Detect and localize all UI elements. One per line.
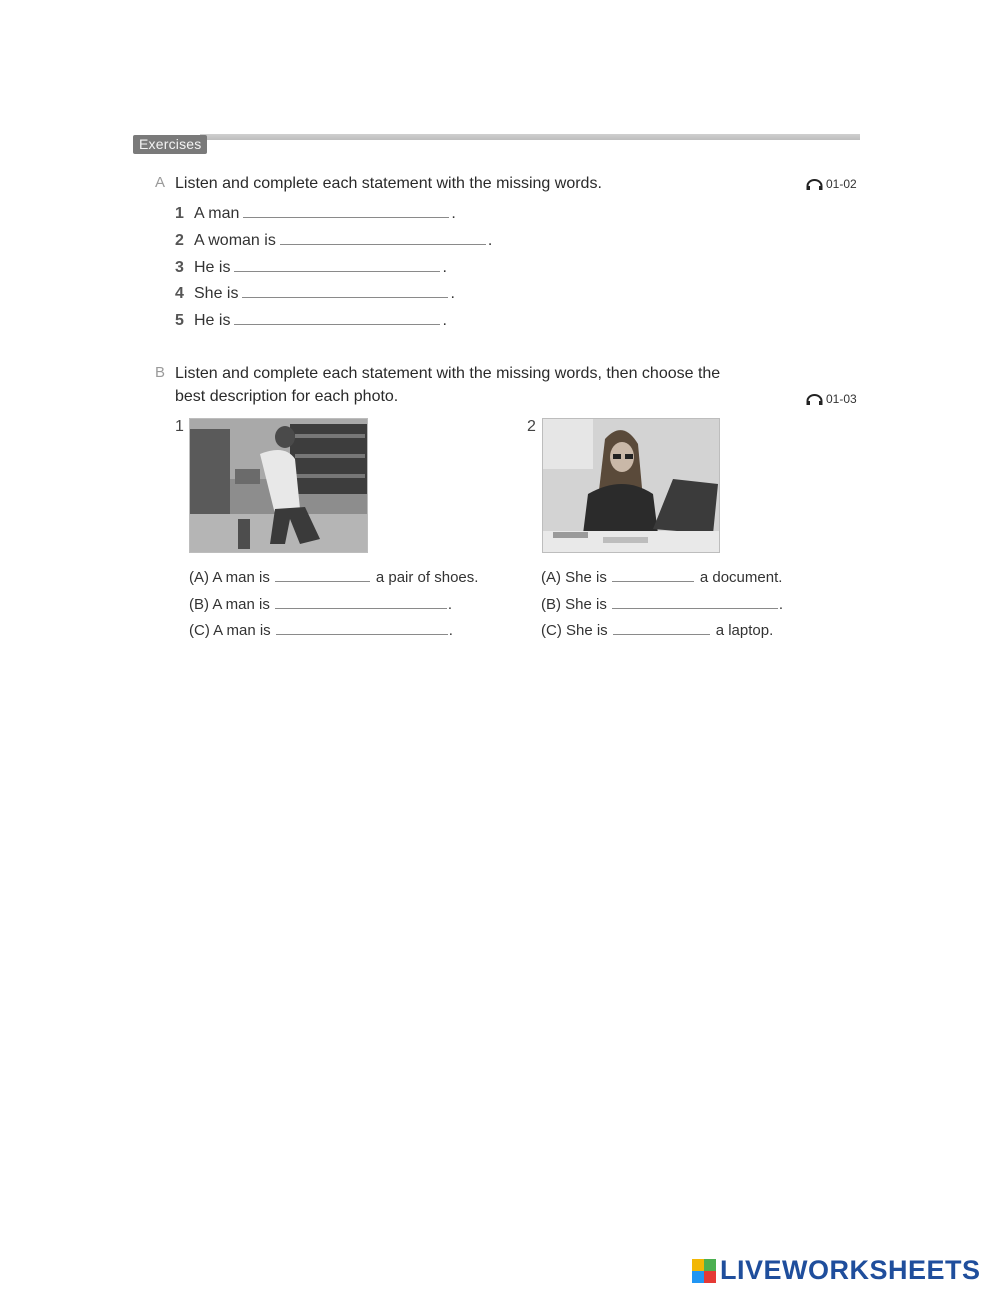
section-a-instruction: Listen and complete each statement with the missing words.	[175, 175, 602, 192]
list-item	[175, 257, 447, 277]
answer-blank[interactable]	[276, 620, 448, 635]
option-after: a laptop.	[715, 622, 774, 639]
liveworksheets-logo	[692, 1255, 981, 1286]
option-after: .	[448, 622, 453, 639]
list-item	[175, 310, 447, 330]
answer-blank[interactable]	[612, 567, 694, 582]
header-rule	[200, 134, 860, 140]
item-end: .	[451, 205, 456, 222]
option-label: (B) A man is	[189, 596, 270, 613]
section-a-letter: A	[155, 174, 166, 191]
option-after: .	[447, 596, 453, 613]
answer-blank[interactable]	[612, 594, 778, 609]
item-text: She is	[194, 285, 239, 302]
answer-blank[interactable]	[243, 203, 449, 218]
item-number: 5	[175, 312, 184, 329]
item-end: .	[450, 285, 455, 302]
item-text: A woman is	[194, 232, 276, 249]
option-label: (C) A man is	[189, 622, 271, 639]
answer-blank[interactable]	[234, 257, 440, 272]
option-after: .	[778, 596, 784, 613]
track-number: 01-02	[826, 177, 857, 191]
option-after: a pair of shoes.	[375, 569, 479, 586]
section-a-track	[806, 177, 857, 191]
item-text: He is	[194, 312, 231, 329]
photo-number: 1	[175, 418, 184, 435]
answer-blank[interactable]	[275, 594, 447, 609]
item-end: .	[487, 232, 493, 249]
option-2a	[541, 567, 782, 586]
photo-number: 2	[527, 418, 536, 435]
option-2b	[541, 594, 783, 613]
option-label: (A) She is	[541, 569, 607, 586]
photo-man-shoes	[189, 418, 368, 553]
photo-woman-laptop	[542, 418, 720, 553]
option-label: (C) She is	[541, 622, 608, 639]
option-2c	[541, 620, 773, 639]
headphones-icon	[806, 179, 823, 190]
item-number: 2	[175, 232, 184, 249]
option-1a	[189, 567, 478, 586]
option-label: (A) A man is	[189, 569, 270, 586]
list-item	[175, 283, 455, 303]
item-text: A man	[194, 205, 240, 222]
item-number: 3	[175, 259, 184, 276]
section-b-instruction-line2: best description for each photo.	[175, 388, 399, 405]
section-b-letter: B	[155, 364, 166, 381]
option-label: (B) She is	[541, 596, 607, 613]
section-b-instruction-line1: Listen and complete each statement with the missing words, then choose the	[175, 365, 721, 382]
option-after: a document.	[699, 569, 783, 586]
answer-blank[interactable]	[613, 620, 710, 635]
item-text: He is	[194, 259, 231, 276]
headphones-icon	[806, 394, 823, 405]
track-number: 01-03	[826, 392, 857, 406]
list-item	[175, 230, 492, 250]
answer-blank[interactable]	[234, 310, 440, 325]
answer-blank[interactable]	[275, 567, 370, 582]
answer-blank[interactable]	[242, 283, 448, 298]
section-b-track	[806, 392, 857, 406]
item-number: 1	[175, 205, 184, 222]
item-number: 4	[175, 285, 184, 302]
exercises-tag: Exercises	[133, 135, 207, 154]
option-1c	[189, 620, 453, 639]
item-end: .	[442, 259, 447, 276]
answer-blank[interactable]	[280, 230, 486, 245]
item-end: .	[442, 312, 447, 329]
logo-mark-icon	[692, 1259, 716, 1283]
logo-text: LIVEWORKSHEETS	[720, 1255, 981, 1285]
list-item	[175, 203, 456, 223]
option-1b	[189, 594, 452, 613]
